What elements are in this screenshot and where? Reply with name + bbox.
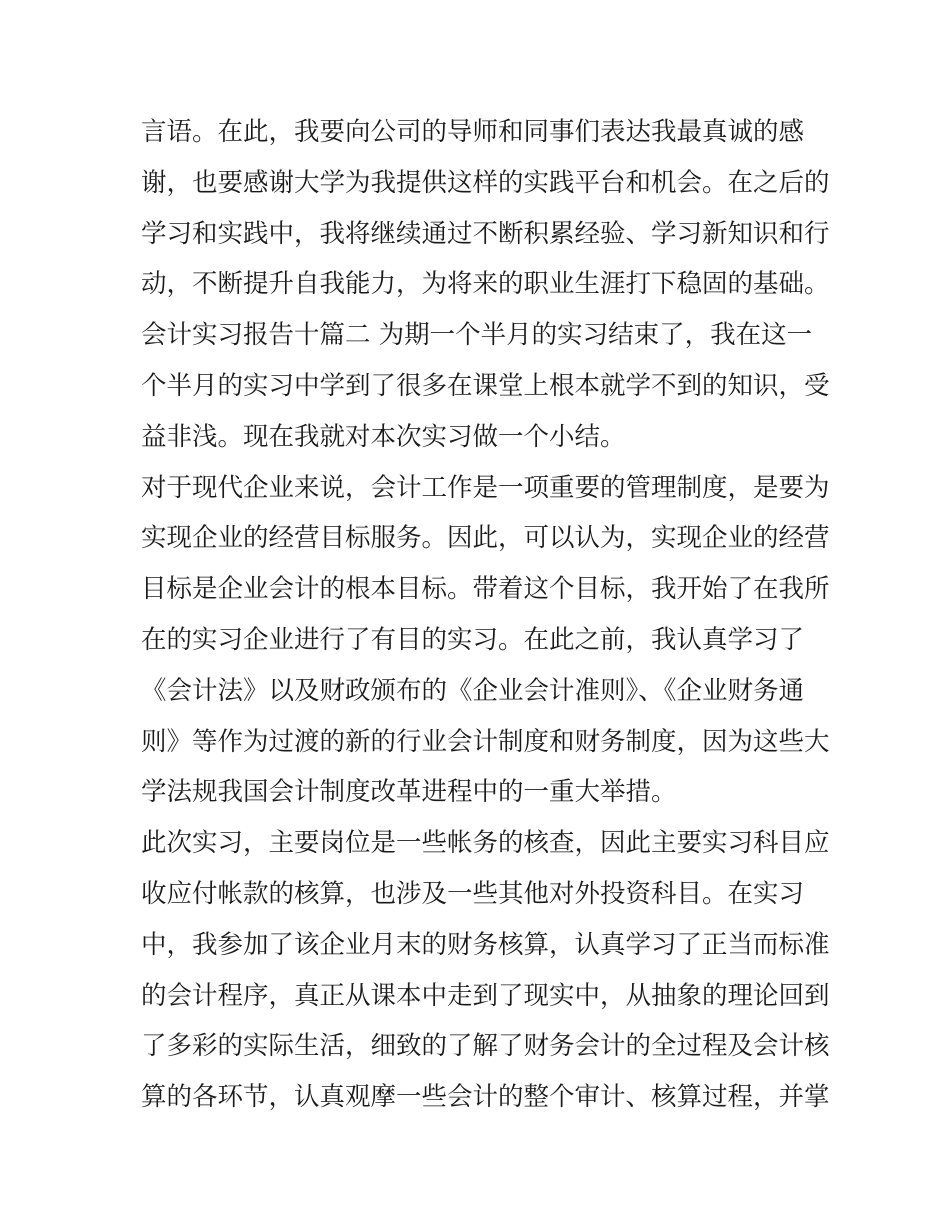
- text-line: 中，我参加了该企业月末的财务核算，认真学习了正当而标准: [141, 929, 830, 960]
- text-line: 会计实习报告十篇二 为期一个半月的实习结束了，我在这一: [141, 320, 813, 351]
- text-line: 谢，也要感谢大学为我提供这样的实践平台和机会。在之后的: [141, 167, 830, 198]
- text-line: 的会计程序，真正从课本中走到了现实中，从抽象的理论回到: [141, 980, 830, 1011]
- text-line: 则》等作为过渡的新的行业会计制度和财务制度，因为这些大: [141, 726, 830, 757]
- text-line: 学习和实践中，我将继续通过不断积累经验、学习新知识和行: [141, 218, 830, 249]
- text-line: 在的实习企业进行了有目的实习。在此之前，我认真学习了: [141, 624, 805, 655]
- text-line: 了多彩的实际生活，细致的了解了财务会计的全过程及会计核: [141, 1031, 830, 1062]
- text-line: 算的各环节，认真观摩一些会计的整个审计、核算过程，并掌: [141, 1082, 830, 1113]
- text-line: 益非浅。现在我就对本次实习做一个小结。: [141, 421, 626, 452]
- text-line: 收应付帐款的核算，也涉及一些其他对外投资科目。在实习: [141, 878, 805, 909]
- text-line: 实现企业的经营目标服务。因此，可以认为，实现企业的经营: [141, 523, 830, 554]
- text-line: 个半月的实习中学到了很多在课堂上根本就学不到的知识，受: [141, 370, 830, 401]
- text-line: 《会计法》以及财政颁布的《企业会计准则》、《企业财务通: [141, 675, 805, 706]
- text-line: 目标是企业会计的根本目标。带着这个目标，我开始了在我所: [141, 574, 830, 605]
- text-line: 言语。在此，我要向公司的导师和同事们表达我最真诚的感: [141, 117, 805, 147]
- text-line: 对于现代企业来说，会计工作是一项重要的管理制度，是要为: [141, 472, 830, 503]
- text-line: 动，不断提升自我能力，为将来的职业生涯打下稳固的基础。: [141, 269, 830, 300]
- body-text: [141, 107, 830, 1123]
- text-line: 学法规我国会计制度改革进程中的一重大举措。: [141, 777, 677, 808]
- text-line: 此次实习，主要岗位是一些帐务的核查，因此主要实习科目应: [141, 828, 830, 859]
